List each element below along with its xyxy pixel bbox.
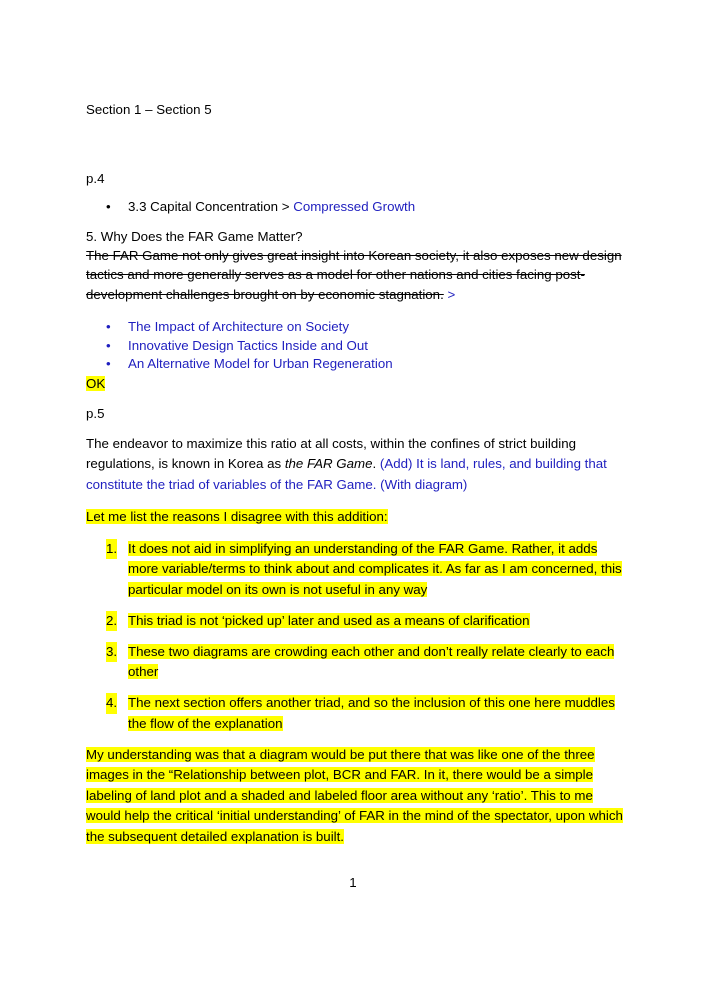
list-item	[86, 539, 626, 601]
intro-text: The endeavor to maximize this ratio at all costs, within the confines of strict building regulations, is known in Korea as	[86, 435, 576, 471]
replacement-arrow: >	[443, 286, 456, 302]
list-item	[86, 198, 626, 217]
capital-bullet-list	[86, 198, 626, 217]
page-label-p4: p.4	[86, 171, 105, 186]
list-item	[86, 611, 626, 632]
list-item: • Innovative Design Tactics Inside and Out	[86, 337, 626, 356]
reason-text: The next section offers another triad, and so the inclusion of this one here muddles the flow of the explanation	[128, 695, 615, 731]
struck-paragraph	[86, 246, 626, 305]
struck-text: The FAR Game not only gives great insight into Korean society, it also exposes new design tactics and more generally serves as a model for other nations and cities facing post-development challenges brought on by economic stagnation.	[86, 247, 622, 302]
section-heading-far-game: 5. Why Does the FAR Game Matter?	[86, 228, 303, 244]
reason-number: 1.	[106, 539, 117, 560]
list-item	[86, 693, 626, 734]
page-label-p5: p.5	[86, 405, 105, 421]
list-item: • An Alternative Model for Urban Regeneration	[86, 355, 626, 374]
reasons-heading: Let me list the reasons I disagree with this addition:	[86, 509, 388, 524]
closing-paragraph: My understanding was that a diagram would be put there that was like one of the three images in the “Relationship between plot, BCR and FAR. In it, there would be a simple labeling of land plot and a shaded and labeled floor area without any ‘ratio’. This to me would help the critical ‘initial understanding’ of FAR in the mind of the spectator, upon which the subsequent detailed explanation is built.	[86, 746, 623, 844]
list-item	[86, 642, 626, 683]
page-number: 1	[349, 875, 357, 890]
added-sentence: (Add) It is land, rules, and building that constitute the triad of variables of the FAR Game. (With diagram)	[86, 456, 607, 492]
ok-label: OK	[86, 375, 106, 391]
list-item: • The Impact of Architecture on Society	[86, 318, 626, 337]
intro-paragraph: The endeavor to maximize this ratio at all costs, within the confines of strict building regulations, is known in Korea as the FAR Game. (Add) It is land, rules, and building that constitute the triad of variables of the FAR Game. (With diagram)	[86, 435, 607, 492]
reason-number: 3.	[106, 642, 117, 663]
new-items-list	[86, 318, 626, 374]
bullet-original-text: 3.3 Capital Concentration >	[128, 199, 294, 214]
section-range-title: Section 1 – Section 5	[86, 102, 212, 117]
reason-text: It does not aid in simplifying an understanding of the FAR Game. Rather, it adds more variable/terms to think about and complicates it. As far as I am concerned, this particular model on its own is not useful in any way	[128, 540, 622, 597]
reason-number: 2.	[106, 611, 117, 632]
reasons-list	[86, 539, 626, 735]
document-page	[86, 100, 626, 847]
bullet-revised-text: Compressed Growth	[293, 199, 416, 214]
reason-text: This triad is not ‘picked up’ later and used as a means of clarification	[128, 612, 530, 628]
reason-text: These two diagrams are crowding each other and don’t really relate clearly to each other	[128, 643, 615, 679]
intro-italic-term: the FAR Game	[284, 456, 373, 471]
reason-number: 4.	[106, 693, 117, 714]
